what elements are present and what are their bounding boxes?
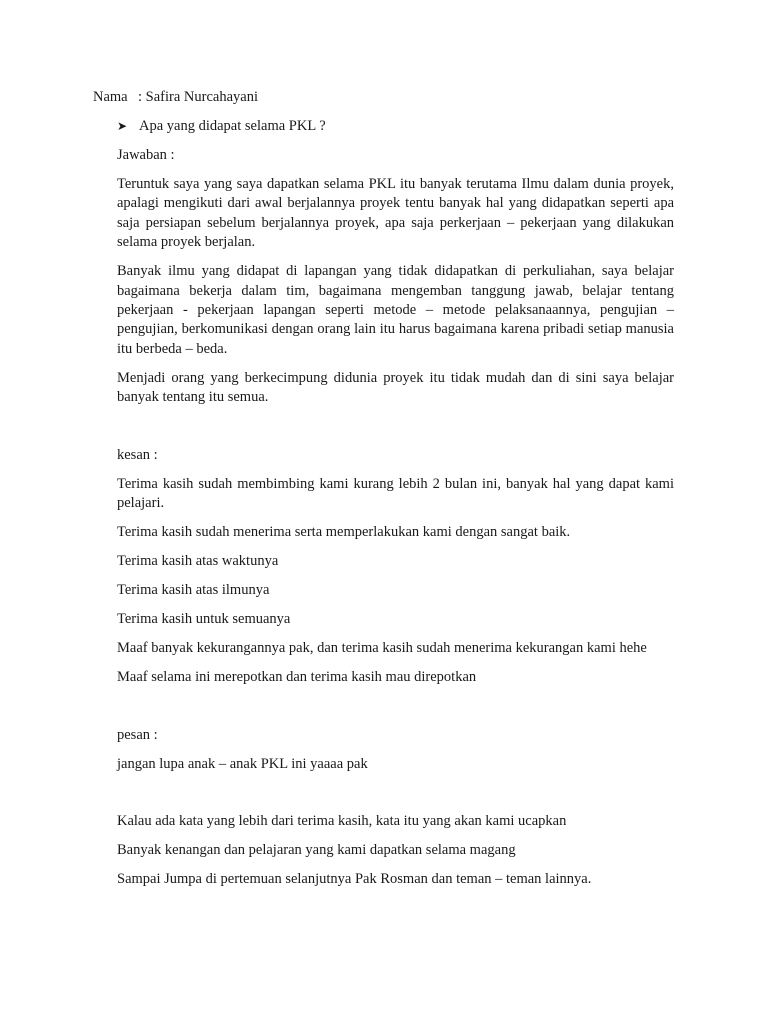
kesan-paragraph: Terima kasih untuk semuanya bbox=[117, 611, 291, 628]
kesan-paragraph: Terima kasih sudah membimbing kami kurang lebih 2 bulan ini, banyak hal yang dapat kami pelajari. bbox=[117, 475, 674, 512]
closing-paragraph: Banyak kenangan dan pelajaran yang kami dapatkan selama magang bbox=[117, 842, 516, 859]
arrow-bullet-icon: ➤ bbox=[117, 119, 128, 133]
document-body bbox=[117, 146, 674, 899]
kesan-heading: kesan : bbox=[117, 446, 158, 463]
section-spacer bbox=[117, 784, 674, 813]
name-line bbox=[93, 88, 258, 107]
closing-paragraph: Kalau ada kata yang lebih dari terima kasih, kata itu yang akan kami ucapkan bbox=[117, 813, 567, 830]
jawaban-paragraph: Menjadi orang yang berkecimpung didunia proyek itu tidak mudah dan di sini saya belajar banyak tentang itu semua. bbox=[117, 369, 674, 406]
jawaban-paragraph: Teruntuk saya yang saya dapatkan selama PKL itu banyak terutama Ilmu dalam dunia proyek, apalagi mengikuti dari awal berjalannya proyek tentu banyak hal yang didapatkan seperti apa saja persiapan sebelum berjalannya proyek, apa saja perkerjaan – pekerjaan yang dilakukan selama proyek berjalan. bbox=[117, 176, 674, 251]
question-text: Apa yang didapat selama PKL ? bbox=[139, 118, 326, 134]
name-label: Nama bbox=[93, 89, 128, 105]
jawaban-heading: Jawaban : bbox=[117, 147, 175, 163]
pesan-heading: pesan : bbox=[117, 726, 158, 743]
kesan-paragraph: Maaf banyak kekurangannya pak, dan terima kasih sudah menerima kekurangan kami hehe bbox=[117, 640, 647, 657]
kesan-paragraph: Terima kasih atas ilmunya bbox=[117, 582, 270, 599]
jawaban-paragraph: Banyak ilmu yang didapat di lapangan yang tidak didapatkan di perkuliahan, saya belajar bagaimana bekerja dalam tim, bagaimana mengemban tanggung jawab, belajar tentang pekerjaan - pekerjaan lapangan seperti metode – metode pelaksanaannya, pengujian – pengujian, berkomunikasi dengan orang lain itu harus bagaimana karena pribadi setiap manusia itu berbeda – beda. bbox=[117, 263, 674, 357]
section-spacer bbox=[117, 697, 674, 726]
closing-paragraph: Sampai Jumpa di pertemuan selanjutnya Pak Rosman dan teman – teman lainnya. bbox=[117, 871, 592, 888]
section-spacer bbox=[117, 417, 674, 446]
pesan-paragraph: jangan lupa anak – anak PKL ini yaaaa pak bbox=[117, 755, 368, 772]
question-item bbox=[117, 117, 326, 136]
kesan-paragraph: Terima kasih sudah menerima serta memperlakukan kami dengan sangat baik. bbox=[117, 524, 571, 541]
name-value: : Safira Nurcahayani bbox=[138, 89, 258, 105]
kesan-paragraph: Maaf selama ini merepotkan dan terima kasih mau direpotkan bbox=[117, 669, 477, 686]
kesan-paragraph: Terima kasih atas waktunya bbox=[117, 553, 279, 570]
